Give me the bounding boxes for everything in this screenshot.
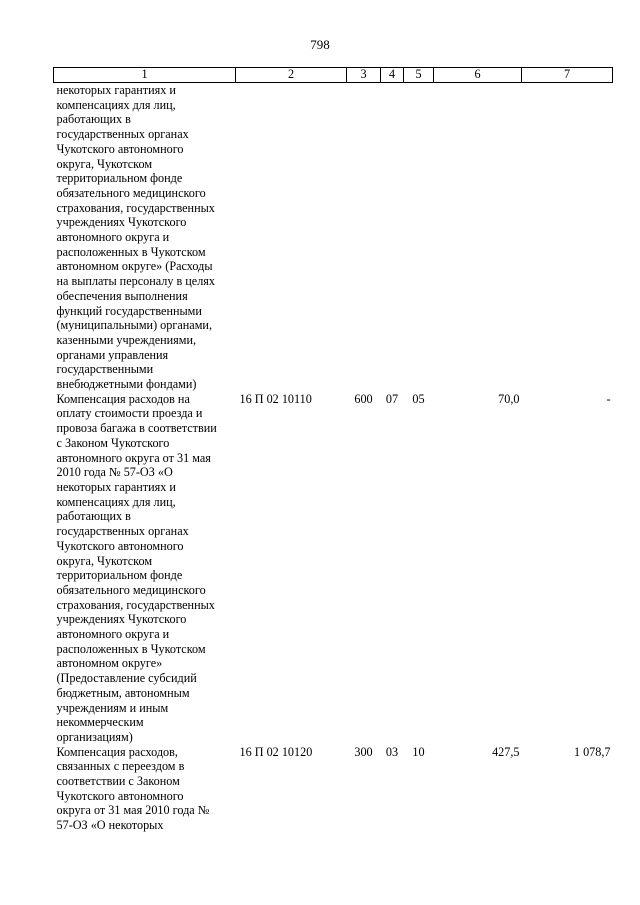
name-line: с Законом Чукотского: [56, 435, 170, 450]
name-line: 57-ОЗ «О некоторых: [56, 818, 164, 833]
cell-expense-type: [347, 83, 381, 392]
name-line: органами управления: [56, 347, 169, 362]
name-line: государственных органах: [56, 127, 189, 142]
table-row: [54, 392, 613, 745]
column-header-7: 7: [522, 68, 613, 83]
name-line: Чукотского автономного: [56, 141, 184, 156]
cell-section: [381, 83, 404, 392]
name-line: некоторых гарантиях и: [56, 83, 176, 97]
cell-expense-type: 300: [354, 744, 373, 759]
name-line: некоторых гарантиях и: [56, 479, 176, 494]
name-line: Чукотского автономного: [56, 788, 184, 803]
cell-name: [54, 745, 236, 833]
name-line: внебюджетными фондами): [56, 377, 197, 392]
column-header-3: 3: [347, 68, 381, 83]
name-line: автономном округе» (Расходы: [56, 259, 213, 274]
cell-target-article: [236, 83, 347, 392]
table-body: [54, 83, 613, 833]
table-row: [54, 745, 613, 833]
name-line: Компенсация расходов,: [56, 744, 178, 759]
name-line: обеспечения выполнения: [56, 288, 188, 303]
name-line: государственными: [56, 362, 154, 377]
cell-subsection: [404, 83, 434, 392]
name-line: округа от 31 мая 2010 года №: [56, 803, 210, 818]
name-line: провоза багажа в соответствии: [56, 421, 217, 436]
name-line: округа, Чукотском: [56, 156, 153, 171]
name-line: некоммерческим: [56, 715, 144, 730]
name-line: страхования, государственных: [56, 597, 215, 612]
table-row: [54, 83, 613, 392]
budget-table: [53, 67, 613, 833]
name-line: связанных с переездом в: [56, 759, 185, 774]
name-line: компенсациях для лиц,: [56, 97, 176, 112]
cell-amount-2: -: [606, 391, 611, 406]
name-line: работающих в: [56, 509, 131, 524]
header-row: [54, 68, 613, 83]
cell-amount-2: [522, 83, 613, 392]
cell-target-article: 16 П 02 10110: [239, 391, 312, 406]
name-line: страхования, государственных: [56, 200, 215, 215]
column-header-1: 1: [54, 68, 236, 83]
name-line: государственных органах: [56, 524, 189, 539]
column-header-5: 5: [404, 68, 434, 83]
name-line: Чукотского автономного: [56, 538, 184, 553]
cell-amount-2: 1 078,7: [573, 744, 611, 759]
name-line: автономного округа и: [56, 627, 170, 642]
name-line: расположенных в Чукотском: [56, 244, 206, 259]
name-line: территориальном фонде: [56, 171, 183, 186]
name-line: расположенных в Чукотском: [56, 641, 206, 656]
page-number: 798: [310, 37, 330, 52]
name-line: соответствии с Законом: [56, 774, 180, 789]
cell-amount-1: [434, 83, 522, 392]
name-line: на выплаты персоналу в целях: [56, 274, 215, 289]
name-line: (Предоставление субсидий: [56, 671, 197, 686]
name-line: организациям): [56, 729, 133, 744]
table-header: [54, 68, 613, 83]
name-line: 2010 года № 57-ОЗ «О: [56, 465, 173, 480]
cell-subsection: 05: [412, 391, 425, 406]
name-line: учреждениям и иным: [56, 700, 169, 715]
name-line: учреждениях Чукотского: [56, 612, 187, 627]
cell-target-article: 16 П 02 10120: [239, 744, 313, 759]
name-line: автономного округа и: [56, 230, 170, 245]
name-line: функций государственными: [56, 303, 202, 318]
name-line: учреждениях Чукотского: [56, 215, 187, 230]
name-line: территориальном фонде: [56, 568, 183, 583]
name-line: автономном округе»: [56, 656, 163, 671]
name-line: обязательного медицинского: [56, 582, 206, 597]
name-line: автономного округа от 31 мая: [56, 450, 211, 465]
cell-name: [54, 83, 236, 392]
name-line: округа, Чукотском: [56, 553, 153, 568]
name-line: Компенсация расходов на: [56, 391, 190, 406]
name-line: казенными учреждениями,: [56, 332, 197, 347]
name-line: бюджетным, автономным: [56, 685, 190, 700]
cell-expense-type: 600: [354, 391, 373, 406]
name-line: компенсациях для лиц,: [56, 494, 176, 509]
cell-subsection: 10: [412, 744, 425, 759]
name-line: обязательного медицинского: [56, 185, 206, 200]
name-line: работающих в: [56, 112, 131, 127]
cell-section: 03: [385, 744, 399, 759]
column-header-6: 6: [434, 68, 522, 83]
column-header-4: 4: [381, 68, 404, 83]
cell-section: 07: [385, 391, 399, 406]
cell-amount-1: 427,5: [492, 744, 520, 759]
cell-name: [54, 392, 236, 745]
name-line: (муниципальными) органами,: [56, 318, 212, 333]
name-line: оплату стоимости проезда и: [56, 406, 203, 421]
cell-amount-1: 70,0: [498, 391, 520, 406]
column-header-2: 2: [236, 68, 347, 83]
